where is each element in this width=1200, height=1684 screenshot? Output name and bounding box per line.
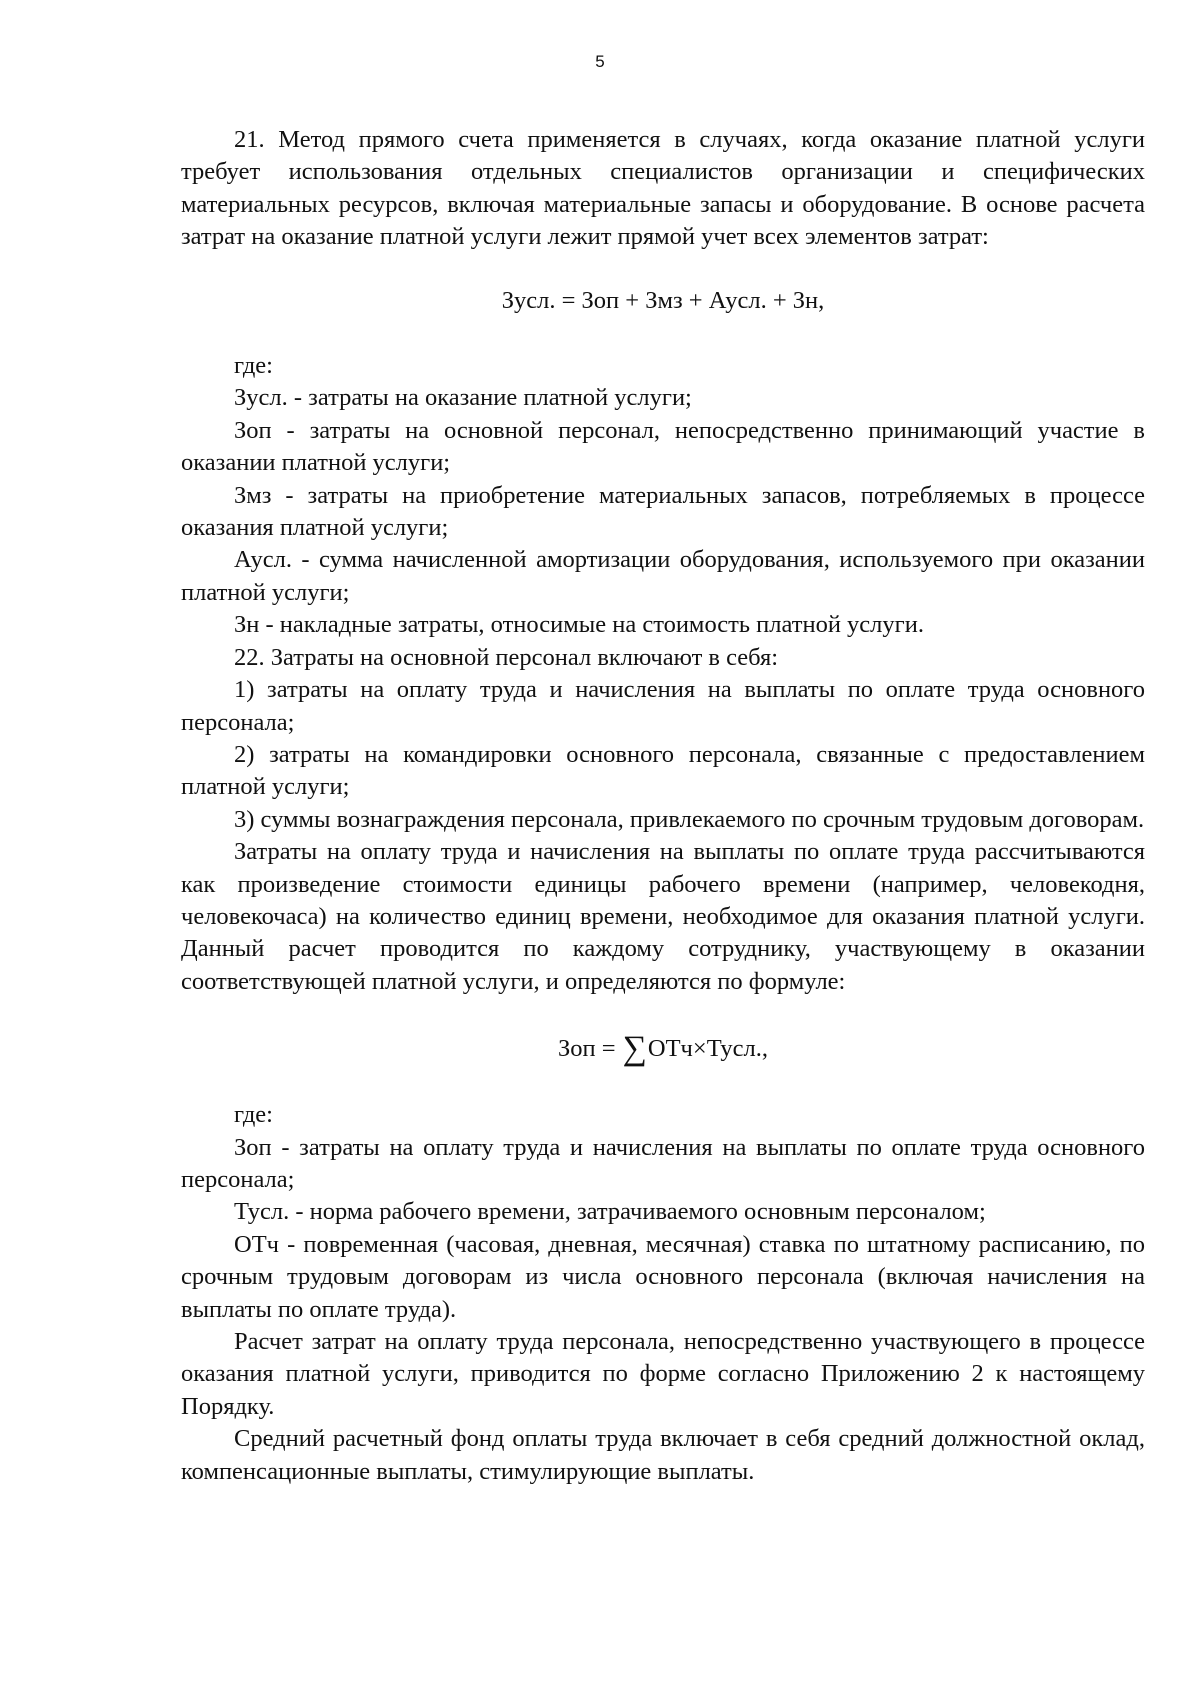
- definition-zop: Зоп - затраты на основной персонал, непосредственно принимающий участие в оказании платной услуги;: [181, 416, 1145, 477]
- document-body: [181, 124, 1145, 1488]
- formula-zop-lhs: Зоп =: [557, 1035, 616, 1063]
- list-item-2: 2) затраты на командировки основного персонала, связанные с предоставлением платной услуги;: [181, 740, 1145, 801]
- definition-zusl: Зусл. - затраты на оказание платной услуги;: [234, 384, 692, 412]
- definition-otch: ОТч - повременная (часовая, дневная, месячная) ставка по штатному расписанию, по срочным трудовым договорам из числа основного персонала (включая начисления на выплаты по оплате труда).: [181, 1230, 1145, 1323]
- paragraph-labor-costs: Затраты на оплату труда и начисления на выплаты по оплате труда рассчитываются как произведение стоимости единицы рабочего времени (например, человекодня, человекочаса) на количество единиц времени, необходимое для оказания платной услуги. Данный расчет проводится по каждому сотруднику, участвующему в оказании соответствующей платной услуги, и определяются по формуле:: [181, 838, 1145, 995]
- where-label: где:: [234, 352, 273, 380]
- sigma-symbol: ∑: [622, 1030, 647, 1068]
- paragraph-21: 21. Метод прямого счета применяется в случаях, когда оказание платной услуги требует использования отдельных специалистов организации и специфических материальных ресурсов, включая материальные запасы и оборудование. В основе расчета затрат на оказание платной услуги лежит прямой учет всех элементов затрат:: [181, 126, 1145, 251]
- definition-zop-2: Зоп - затраты на оплату труда и начисления на выплаты по оплате труда основного персонала;: [181, 1133, 1145, 1193]
- definition-zn: Зн - накладные затраты, относимые на стоимость платной услуги.: [234, 611, 924, 639]
- paragraph-22: 22. Затраты на основной персонал включают в себя:: [234, 643, 779, 671]
- formula-zop-rhs: ОТч×Тусл.,: [647, 1035, 769, 1063]
- page-number: 5: [595, 52, 605, 71]
- definition-zmz: Змз - затраты на приобретение материальных запасов, потребляемых в процессе оказания платной услуги;: [181, 481, 1145, 542]
- formula-zop: [181, 1032, 1145, 1066]
- paragraph-avg-fund: Средний расчетный фонд оплаты труда включает в себя средний должностной оклад, компенсационные выплаты, стимулирующие выплаты.: [181, 1425, 1145, 1485]
- list-item-3: 3) суммы вознаграждения персонала, привлекаемого по срочным трудовым договорам.: [234, 805, 1145, 833]
- definition-ausl: Аусл. - сумма начисленной амортизации оборудования, используемого при оказании платной услуги;: [181, 546, 1145, 606]
- paragraph-calc-form: Расчет затрат на оплату труда персонала, непосредственно участвующего в процессе оказания платной услуги, приводится по форме согласно Приложению 2 к настоящему Порядку.: [181, 1328, 1145, 1420]
- list-item-1: 1) затраты на оплату труда и начисления на выплаты по оплате труда основного персонала;: [181, 676, 1145, 736]
- definition-tusl: Тусл. - норма рабочего времени, затрачиваемого основным персоналом;: [234, 1198, 986, 1226]
- where-label-2: где:: [234, 1101, 273, 1129]
- formula-total-cost: Зусл. = Зоп + Змз + Аусл. + Зн,: [501, 286, 825, 314]
